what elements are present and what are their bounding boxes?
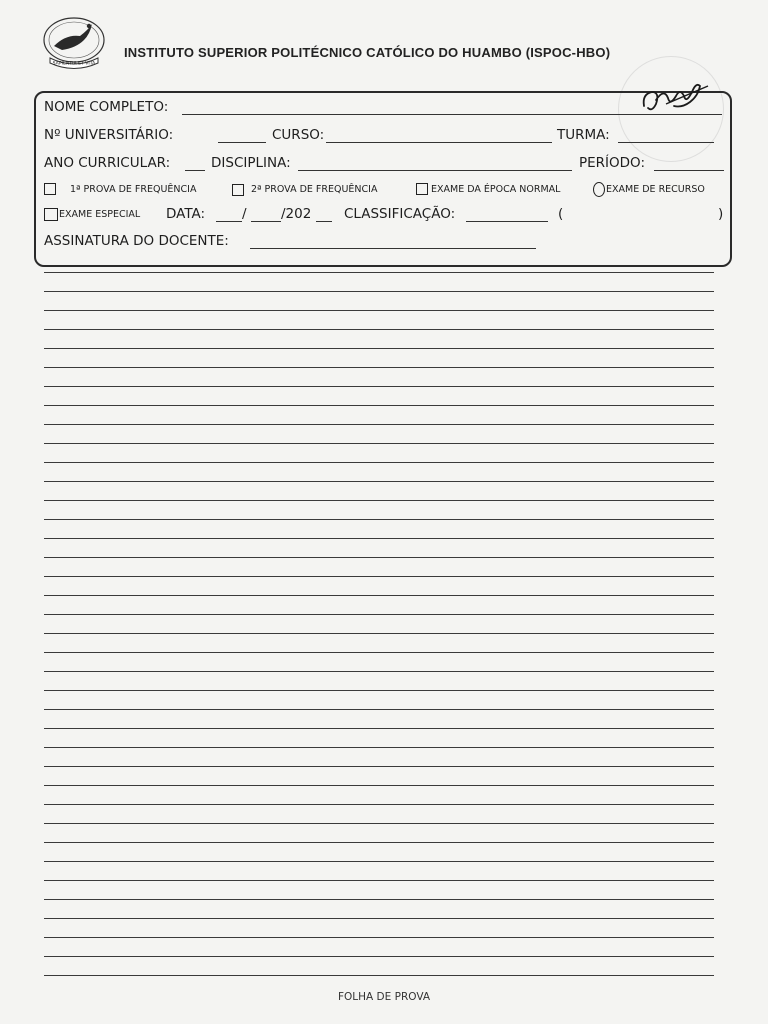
answer-line[interactable]	[44, 709, 714, 710]
data-separator: /	[242, 206, 247, 222]
exame-especial-label: EXAME ESPECIAL	[59, 209, 141, 220]
turma-label: TURMA:	[557, 127, 610, 143]
answer-line[interactable]	[44, 329, 714, 330]
disciplina-label: DISCIPLINA:	[211, 155, 291, 171]
nome-completo-field[interactable]	[182, 114, 722, 115]
answer-line[interactable]	[44, 690, 714, 691]
classificacao-paren-close: )	[718, 206, 724, 222]
answer-line[interactable]	[44, 956, 714, 957]
answer-line[interactable]	[44, 671, 714, 672]
exame-recurso-checkbox[interactable]	[593, 182, 605, 197]
answer-line[interactable]	[44, 918, 714, 919]
answer-line[interactable]	[44, 348, 714, 349]
answer-line[interactable]	[44, 785, 714, 786]
numero-universitario-field[interactable]	[218, 142, 266, 143]
answer-line[interactable]	[44, 937, 714, 938]
answer-line[interactable]	[44, 462, 714, 463]
assinatura-docente-field[interactable]	[250, 248, 536, 249]
institute-title: INSTITUTO SUPERIOR POLITÉCNICO CATÓLICO DO HUAMBO (ISPOC-HBO)	[124, 45, 611, 60]
curso-field[interactable]	[326, 142, 552, 143]
exame-especial-checkbox[interactable]	[44, 208, 58, 221]
answer-line[interactable]	[44, 652, 714, 653]
answer-line[interactable]	[44, 728, 714, 729]
answer-line[interactable]	[44, 481, 714, 482]
prova2-label: 2ª PROVA DE FREQUÊNCIA	[251, 184, 378, 195]
answer-lines[interactable]	[44, 272, 714, 982]
answer-line[interactable]	[44, 291, 714, 292]
answer-line[interactable]	[44, 842, 714, 843]
periodo-field[interactable]	[654, 170, 724, 171]
answer-line[interactable]	[44, 424, 714, 425]
institute-logo	[40, 12, 108, 74]
classificacao-field[interactable]	[466, 221, 548, 222]
data-year-field[interactable]	[316, 221, 332, 222]
answer-line[interactable]	[44, 633, 714, 634]
data-label: DATA:	[166, 206, 206, 222]
turma-field[interactable]	[618, 142, 714, 143]
answer-line[interactable]	[44, 804, 714, 805]
curso-label: CURSO:	[272, 127, 325, 143]
answer-line[interactable]	[44, 747, 714, 748]
exame-recurso-label: EXAME DE RECURSO	[606, 184, 705, 195]
ano-curricular-label: ANO CURRICULAR:	[44, 155, 171, 171]
answer-line[interactable]	[44, 519, 714, 520]
prova1-checkbox[interactable]	[44, 183, 56, 195]
answer-line[interactable]	[44, 538, 714, 539]
classificacao-label: CLASSIFICAÇÃO:	[344, 206, 456, 222]
nome-completo-label: NOME COMPLETO:	[44, 99, 169, 115]
prova1-label: 1ª PROVA DE FREQUÊNCIA	[70, 184, 197, 195]
answer-line[interactable]	[44, 405, 714, 406]
answer-line[interactable]	[44, 386, 714, 387]
answer-line[interactable]	[44, 595, 714, 596]
classificacao-paren-open: (	[558, 206, 564, 222]
answer-line[interactable]	[44, 500, 714, 501]
answer-line[interactable]	[44, 766, 714, 767]
logo-motto: SAPIENTIA ET VITA	[52, 61, 96, 67]
answer-line[interactable]	[44, 880, 714, 881]
answer-line[interactable]	[44, 576, 714, 577]
answer-line[interactable]	[44, 557, 714, 558]
exame-normal-label: EXAME DA ÉPOCA NORMAL	[431, 184, 561, 195]
answer-line[interactable]	[44, 861, 714, 862]
answer-line[interactable]	[44, 899, 714, 900]
answer-line[interactable]	[44, 310, 714, 311]
periodo-label: PERÍODO:	[579, 155, 645, 171]
exame-normal-checkbox[interactable]	[416, 183, 428, 195]
disciplina-field[interactable]	[298, 170, 572, 171]
answer-line[interactable]	[44, 614, 714, 615]
data-year-prefix: /202	[281, 206, 312, 222]
prova2-checkbox[interactable]	[232, 184, 244, 196]
footer-label: FOLHA DE PROVA	[337, 991, 431, 1003]
answer-line[interactable]	[44, 367, 714, 368]
answer-line[interactable]	[44, 975, 714, 976]
answer-line[interactable]	[44, 823, 714, 824]
data-day-field[interactable]	[216, 221, 242, 222]
assinatura-docente-label: ASSINATURA DO DOCENTE:	[44, 233, 229, 249]
ano-curricular-field[interactable]	[185, 170, 205, 171]
answer-line[interactable]	[44, 443, 714, 444]
data-month-field[interactable]	[251, 221, 281, 222]
numero-universitario-label: Nº UNIVERSITÁRIO:	[44, 127, 174, 143]
answer-line[interactable]	[44, 272, 714, 273]
